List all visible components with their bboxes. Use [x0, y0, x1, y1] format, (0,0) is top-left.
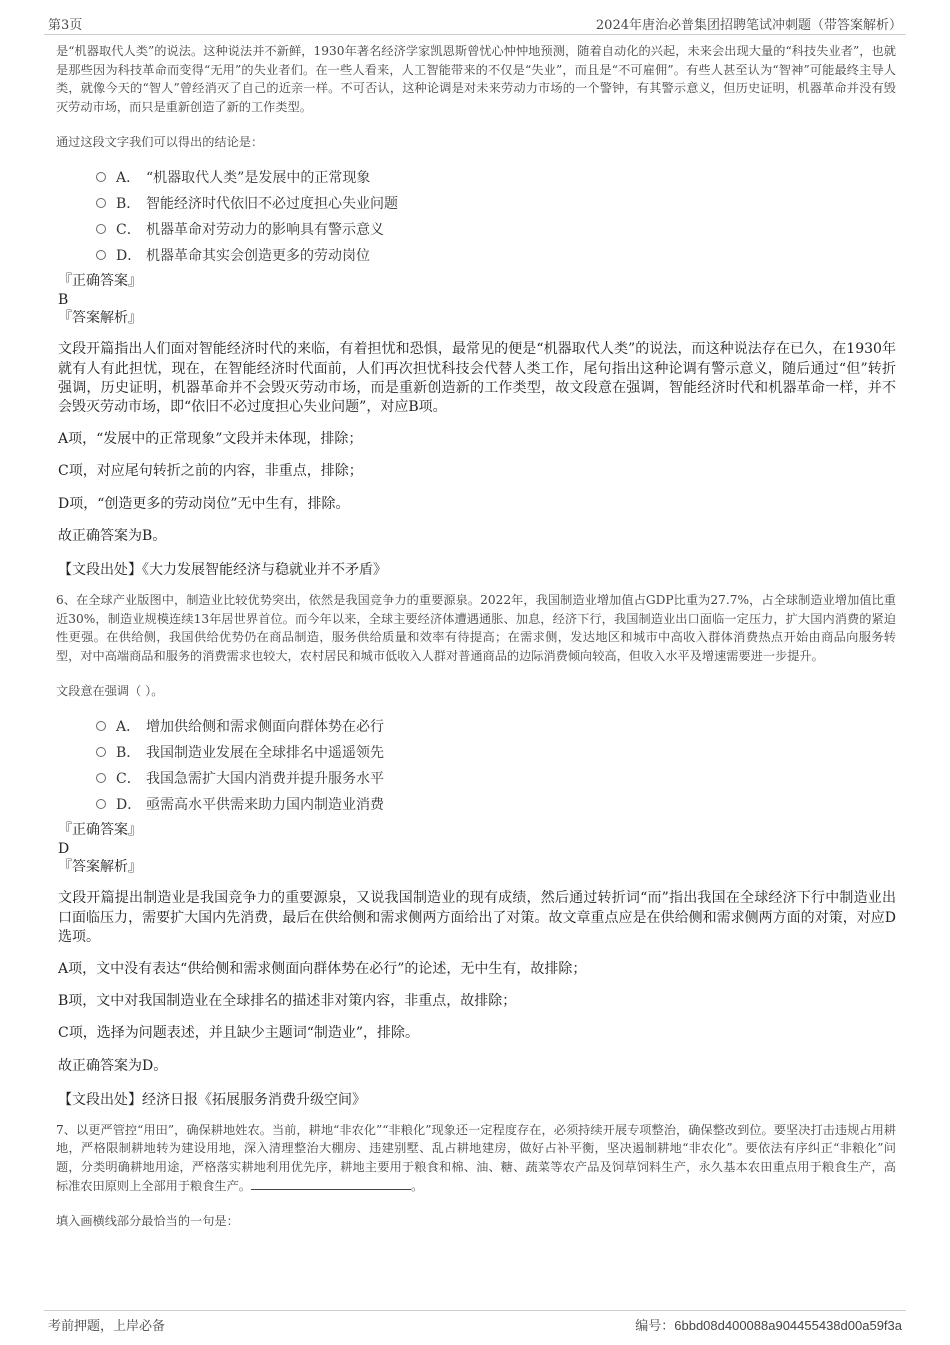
page-footer [44, 1310, 906, 1337]
q6-option-a[interactable] [56, 713, 896, 739]
option-text: 智能经济时代依旧不必过度担心失业问题 [146, 196, 398, 213]
q5-source: 【文段出处】《大力发展智能经济与稳就业并不矛盾》 [58, 562, 387, 578]
radio-icon[interactable] [96, 250, 106, 260]
q5-option-c[interactable] [56, 216, 896, 242]
q5-analysis-a: A项，“发展中的正常现象”文段并未体现，排除； [58, 431, 363, 448]
option-text: “机器取代人类”是发展中的正常现象 [146, 170, 371, 187]
q6-conclusion: 故正确答案为D。 [58, 1057, 168, 1074]
option-letter: C． [116, 771, 141, 788]
q5-conclusion: 故正确答案为B。 [58, 527, 167, 544]
option-text: 我国制造业发展在全球排名中遥遥领先 [146, 745, 384, 762]
option-letter: B． [116, 745, 141, 762]
q5-analysis-main: 文段开篇指出人们面对智能经济时代的来临，有着担忧和恐惧，最常见的便是“机器取代人类”的说法，而这种说法存在已久，在1930年就有人有此担忧，现在，在智能经济时代面前，人们再次担忧科技会代替人类工作，尾句指出这种论调有警示意义，随后通过“但”转折强调，历史证明，机器革命并不会毁灭劳动市场，而是重新创造新的工作类型，故文段意在强调，智能经济时代和机器革命一样，并不会毁灭劳动市场，即“依旧不必过度担心失业问题”，对应B项。 [58, 341, 896, 415]
q6-analysis-label: 『答案解析』 [58, 859, 142, 876]
q6-option-c[interactable] [56, 765, 896, 791]
q5-option-d[interactable] [56, 242, 896, 268]
option-letter: C． [116, 222, 141, 239]
option-letter: D． [116, 797, 142, 814]
radio-icon[interactable] [96, 747, 106, 757]
page-header [44, 8, 906, 35]
fill-in-blank [251, 1177, 411, 1190]
q5-analysis-c: C项，对应尾句转折之前的内容，非重点，排除； [58, 463, 363, 480]
q6-answer: D [58, 841, 70, 858]
footer-slogan: 考前押题，上岸必备 [48, 1319, 166, 1334]
radio-icon[interactable] [96, 721, 106, 731]
q5-option-b[interactable] [56, 190, 896, 216]
option-letter: A． [116, 719, 141, 736]
q5-options [56, 164, 896, 268]
radio-icon[interactable] [96, 773, 106, 783]
option-text: 我国急需扩大国内消费并提升服务水平 [146, 771, 384, 788]
option-letter: A． [116, 170, 141, 187]
q6-source: 【文段出处】经济日报《拓展服务消费升级空间》 [58, 1091, 366, 1108]
page-number: 第3页 [48, 18, 83, 33]
intro-passage: 是“机器取代人类”的说法。这种说法并不新鲜，1930年著名经济学家凯恩斯曾忧心忡忡地预测，随着自动化的兴起，未来会出现大量的“科技失业者”，也就是那些因为科技革命而变得“无用”的失业者们。在一些人看来，人工智能带来的不仅是“失业”，而且是“不可雇佣”。有些人甚至认为“智神”可能最终主导人类，就像今天的“智人”曾经消灭了自己的近亲一样。不可否认，这种论调是对未来劳动力市场的一个警钟，有其警示意义，但历史证明，机器革命并没有毁灭劳动市场，而只是重新创造了新的工作类型。 [56, 44, 896, 114]
q6-option-d[interactable] [56, 791, 896, 817]
radio-icon[interactable] [96, 198, 106, 208]
option-text: 亟需高水平供需来助力国内制造业消费 [146, 797, 384, 814]
q6-analysis-a: A项，文中没有表达“供给侧和需求侧面向群体势在必行”的论述，无中生有，故排除； [58, 960, 587, 977]
radio-icon[interactable] [96, 799, 106, 809]
q6-analysis-b: B项，文中对我国制造业在全球排名的描述非对策内容，非重点，故排除； [58, 993, 517, 1010]
q6-answer-label: 『正确答案』 [58, 822, 142, 839]
option-letter: D． [116, 248, 142, 265]
q6-prompt: 文段意在强调（ ）。 [56, 684, 164, 699]
q5-prompt: 通过这段文字我们可以得出的结论是： [56, 135, 264, 150]
q5-option-a[interactable] [56, 164, 896, 190]
q5-answer: B [58, 292, 69, 309]
radio-icon[interactable] [96, 224, 106, 234]
radio-icon[interactable] [96, 172, 106, 182]
page-content [56, 42, 896, 1229]
option-letter: B． [116, 196, 141, 213]
option-text: 机器革命对劳动力的影响具有警示意义 [146, 222, 384, 239]
q7-passage-end: 。 [411, 1178, 424, 1193]
document-id: 编号：6bbd08d400088a904455438d00a59f3a [635, 1318, 902, 1333]
option-text: 增加供给侧和需求侧面向群体势在必行 [146, 719, 384, 736]
document-title: 2024年唐治必普集团招聘笔试冲刺题（带答案解析） [595, 18, 902, 33]
q5-analysis-label: 『答案解析』 [58, 310, 142, 327]
q6-analysis-main: 文段开篇提出制造业是我国竞争力的重要源泉，又说我国制造业的现有成绩，然后通过转折词“而”指出我国在全球经济下行中制造业出口面临压力，需要扩大国内先消费，最后在供给侧和需求侧两方面给出了对策。故文章重点应是在供给侧和需求侧两方面的对策，对应D选项。 [58, 890, 896, 945]
q7-prompt: 填入画横线部分最恰当的一句是： [56, 1214, 239, 1229]
option-text: 机器革命其实会创造更多的劳动岗位 [146, 248, 370, 265]
q5-analysis-d: D项，“创造更多的劳动岗位”无中生有，排除。 [58, 495, 350, 512]
q6-option-b[interactable] [56, 739, 896, 765]
q6-analysis-c: C项，选择为问题表述，并且缺少主题词“制造业”，排除。 [58, 1025, 420, 1042]
q7-passage-text: 7、以更严管控“用田”，确保耕地姓农。当前，耕地“非农化”“非粮化”现象还一定程度存在，必须持续开展专项整治，确保整改到位。要坚决打击违规占用耕地，严格限制耕地转为建设用地，深入清理整治大棚房、违建别墅、乱占耕地建房，做好占补平衡，坚决遏制耕地“非农化”。要依法有序纠正“非粮化”问题，分类明确耕地用途，严格落实耕地利用优先序，耕地主要用于粮食和棉、油、糖、蔬菜等农产品及饲草饲料生产，永久基本农田重点用于粮食生产，高标准农田原则上全部用于粮食生产。 [56, 1122, 896, 1193]
q7-passage [56, 1121, 896, 1195]
q5-answer-label: 『正确答案』 [58, 273, 142, 290]
q6-options [56, 713, 896, 817]
q6-passage: 6、在全球产业版图中，制造业比较优势突出，依然是我国竞争力的重要源泉。2022年，我国制造业增加值占GDP比重为27.7%，占全球制造业增加值比重近30%，制造业规模连续13年居世界首位。而今年以来，全球主要经济体遭遇通胀、加息，经济下行，我国制造业出口面临一定压力，扩大国内消费的紧迫性更强。在供给侧，我国供给优势仍在商品制造，服务供给质量和效率有待提高；在需求侧，发达地区和城市中高收入群体消费热点开始由商品向服务转型，对中高端商品和服务的消费需求也较大，农村居民和城市低收入人群对普通商品的边际消费倾向较高，但收入水平及增速需要进一步提升。 [56, 593, 896, 663]
